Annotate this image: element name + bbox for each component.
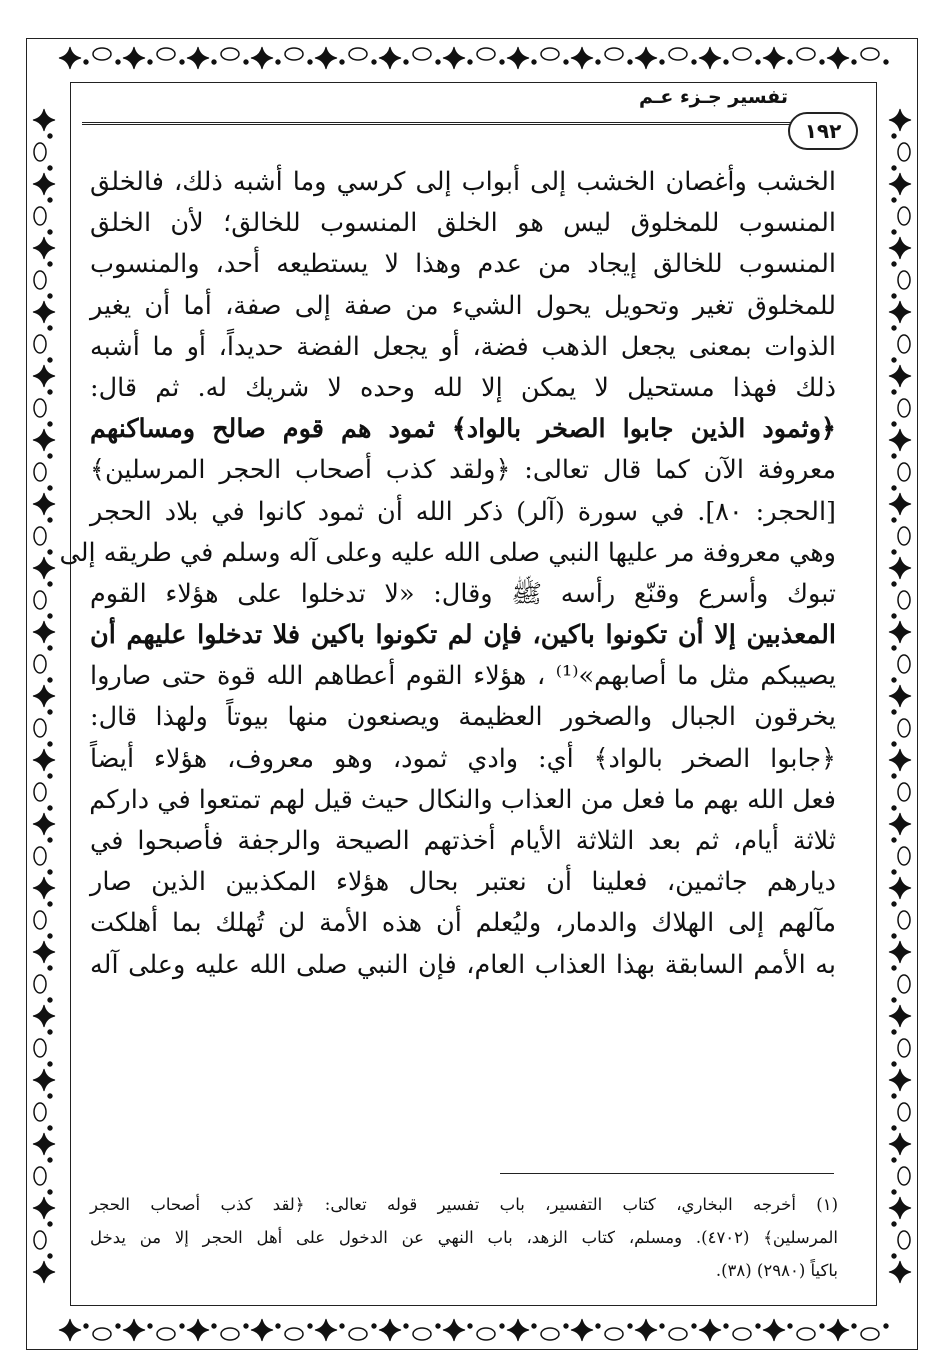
text-line: يخرقون الجبال والصخور العظيمة ويصنعون منها بيوتاً ولهذا قال:: [90, 702, 836, 733]
main-text: [59, 162, 836, 986]
text-line: معروفة الآن كما قال تعالى: ﴿ولقد كذب أصحاب الحجر المرسلين﴾: [90, 455, 836, 486]
text-line: ﴿جابوا الصخر بالواد﴾ أي: وادي ثمود، وهو معروف، هؤلاء أيضاً: [90, 743, 836, 774]
text-line: ثلاثة أيام، ثم بعد الثلاثة الأيام أخذتهم الصيحة والرجفة فأصبحوا في: [90, 826, 836, 856]
text-line-hadith: المعذبين إلا أن تكونوا باكين، فإن لم تكونوا باكين فلا تدخلوا عليهم أن: [90, 620, 836, 651]
text-line: للمخلوق تغير وتحويل يحول الشيء من صفة إلى صفة، أما أن يغير: [90, 290, 836, 321]
text-line: به الأمم السابقة بهذا العذاب العام، فإن النبي صلى الله عليه وعلى آله: [90, 949, 836, 980]
text-line: فعل الله بهم ما فعل من العذاب والنكال حيث قيل لهم تمتعوا في داركم: [89, 784, 836, 815]
footnote-line: (١) أخرجه البخاري، كتاب التفسير، باب تفسير قوله تعالى: ﴿لقد كذب أصحاب الحجر: [90, 1195, 838, 1214]
page-number: ١٩٢: [788, 112, 858, 150]
text-line: المنسوب للخالق إيجاد من عدم وهذا لا يستطيعه أحد، والمنسوب: [90, 249, 836, 280]
text-line: ديارهم جاثمين، فعلينا أن نعتبر بحال هؤلاء المكذبين الذين صار: [90, 867, 836, 898]
running-title: تفسير جـزء عـم: [638, 86, 788, 108]
text-line: [الحجر: ٨٠]. في سورة (آلر) ذكر الله أن ثمود كانوا في بلاد الحجر: [90, 496, 836, 527]
footnotes: [90, 1188, 838, 1287]
text-line: تبوك وأسرع وقنّع رأسه ﷺ وقال: «لا تدخلوا على هؤلاء القوم: [90, 578, 836, 609]
header-rule: [82, 122, 792, 125]
text-line: مآلهم إلى الهلاك والدمار، وليُعلم أن هذه الأمة لن تُهلك بما أهلكت: [90, 908, 836, 939]
footnote-rule: [500, 1173, 834, 1174]
text-line: المنسوب للمخلوق ليس هو الخلق المنسوب للخالق؛ لأن الخلق: [90, 208, 836, 239]
text-line-quran: ﴿وثمود الذين جابوا الصخر بالواد﴾ ثمود هم قوم صالح ومساكنهم: [90, 414, 836, 445]
footnote-line: باكياً (٢٩٨٠) (٣٨).: [715, 1261, 838, 1280]
text-line: الخشب وأغصان الخشب إلى أبواب إلى كرسي وما أشبه ذلك، فالخلق: [90, 167, 836, 197]
text-line: الذوات بمعنى يجعل الذهب فضة، أو يجعل الفضة حديداً، أو ما أشبه: [90, 331, 836, 362]
footnote-line: المرسلين﴾ (٤٧٠٢). ومسلم، كتاب الزهد، باب النهي عن الدخول على أهل الحجر إلا من يدخل: [90, 1228, 838, 1247]
text-line: وهي معروفة مر عليها النبي صلى الله عليه وعلى آله وسلم في طريقه إلى: [59, 537, 836, 568]
text-line: يصيبكم مثل ما أصابهم»⁽¹⁾ ، هؤلاء القوم أعطاهم الله قوة حتى صاروا: [90, 661, 836, 692]
text-line: ذلك فهذا مستحيل لا يمكن إلا لله وحده لا شريك له. ثم قال:: [90, 372, 836, 403]
